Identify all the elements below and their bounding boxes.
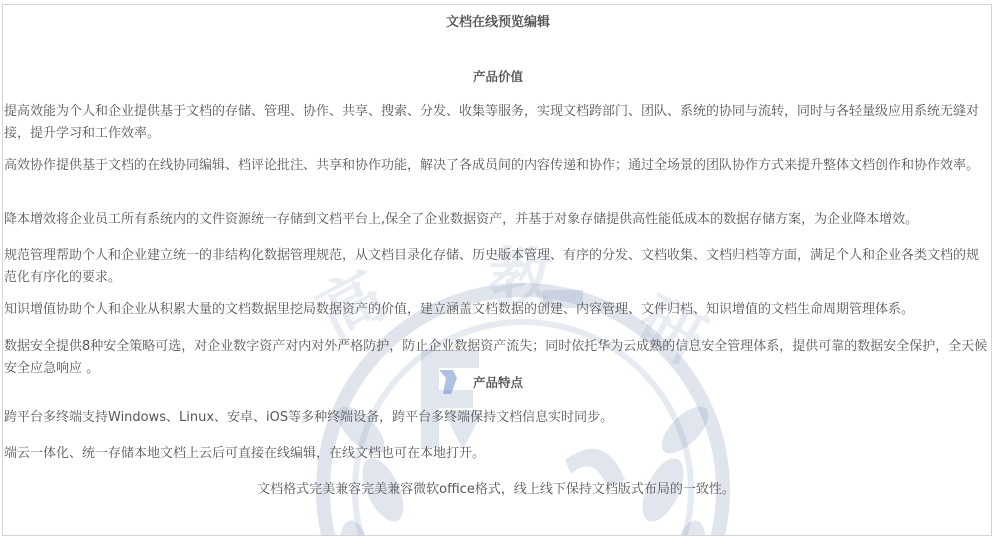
paragraph-format-compatibility: 文档格式完美兼容完美兼容微软office格式，线上线下保持文档版式布局的一致性。 (257, 482, 735, 497)
seal-char-2: 教 (489, 241, 553, 316)
document-title: 文档在线预览编辑 (445, 15, 550, 30)
paragraph-cost-reduction: 降本增效将企业员工所有系统内的文件资源统一存储到文档平台上,保全了企业数据资产，并基于对象存储提供高性能低成本的数据存储方案，为企业降本增效。 (4, 212, 919, 227)
seal-char-3: 研 (625, 282, 718, 380)
section-heading-features: 产品特点 (472, 375, 523, 390)
paragraph-data-security: 数据安全提供8种安全策略可选，对企业数字资产对内对外严格防护，防止企业数据资产流失；同时依托华为云成熟的信息安全管理体系，提供可靠的数据安全保护，全天候安全应急响应 。 (4, 339, 988, 376)
paragraph-efficiency: 提高效能为个人和企业提供基于文档的存储、管理、协作、共享、搜索、分发、收集等服务，实现文档跨部门、团队、系统的协同与流转，同时与各轻量级应用系统无缝对接，提升学习和工作效率。 (4, 104, 980, 141)
section-heading-value: 产品价值 (472, 69, 523, 84)
paragraph-standard-management: 规范管理帮助个人和企业建立统一的非结构化数据管理规范，从文档目录化存储、历史版本管理、有序的分发、文档收集、文档归档等方面，满足个人和企业各类文档的规范化有序化的要求。 (4, 248, 980, 285)
seal-char-1: 高 (305, 257, 398, 355)
paragraph-cross-platform: 跨平台多终端支持Windows、Linux、安卓、iOS等多种终端设备，跨平台多终端保持文档信息实时同步。 (4, 410, 614, 425)
paragraph-cloud-integration: 端云一体化、统一存储本地文档上云后可直接在线编辑，在线文档也可在本地打开。 (4, 446, 486, 461)
paragraph-knowledge-value: 知识增值协助个人和企业从积累大量的文档数据里挖局数据资产的价值，建立涵盖文档数据的创建、内容管理、文件归档、知识增值的文档生命周期管理体系。 (4, 302, 915, 317)
document-frame (2, 4, 992, 536)
paragraph-collaboration: 高效协作提供基于文档的在线协同编辑、档评论批注、共享和协作功能，解决了各成员间的内容传递和协作；通过全场景的团队协作方式来提升整体文档创作和协作效率。 (4, 158, 980, 173)
